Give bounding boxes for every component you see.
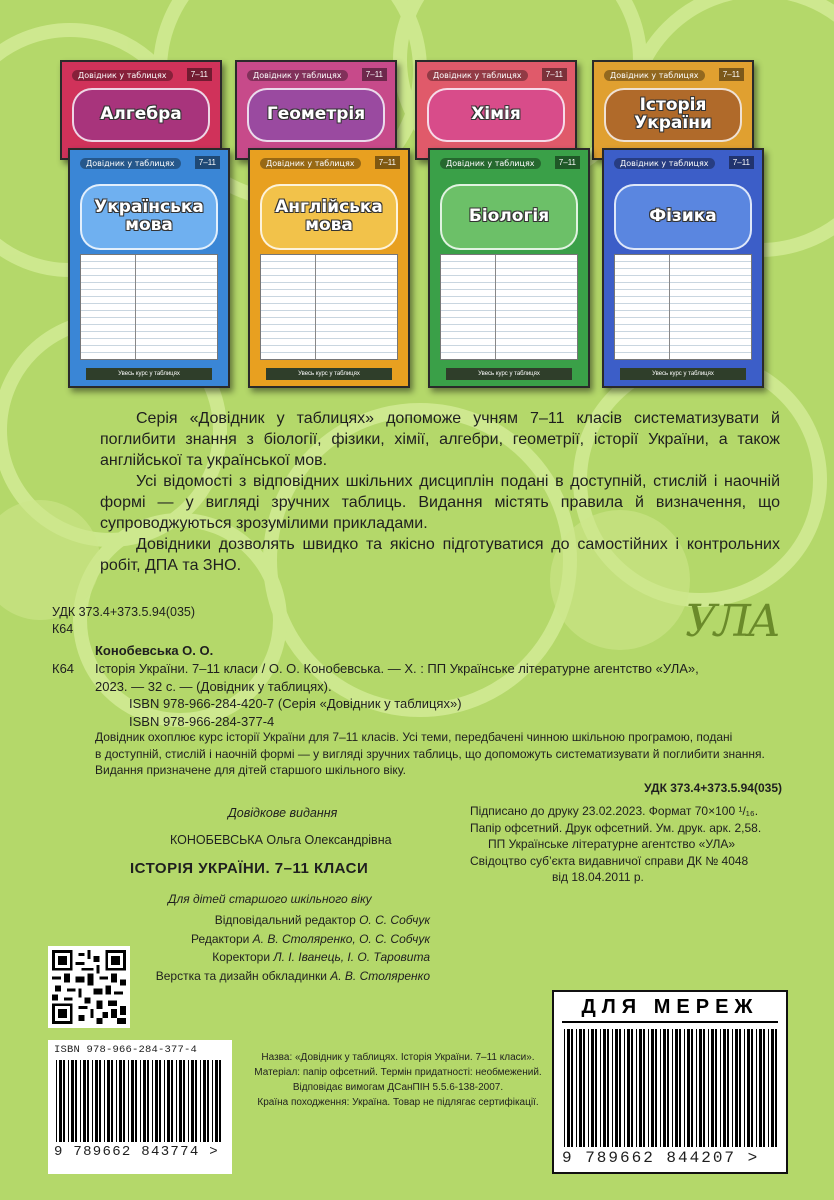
book-title: Алгебра [100, 104, 182, 125]
book-grade-badge: 7–11 [719, 68, 744, 81]
product-info-line: Відповідає вимогам ДСанПІН 5.5.6-138-2007. [292, 1082, 504, 1093]
book-series-label: Довідник у таблицях [440, 158, 541, 169]
book-title: Геометрія [266, 104, 366, 125]
book-title-band [260, 184, 398, 250]
book-grade-badge: 7–11 [375, 156, 400, 169]
book-title-band [72, 88, 210, 142]
credit-person: А. В. Столяренко [330, 968, 430, 983]
isbn-book: ISBN 978-966-284-377-4 [129, 713, 275, 729]
book-series-label: Довідник у таблицях [247, 70, 348, 81]
book-series-label: Довідник у таблицях [604, 70, 705, 81]
credit-line [150, 948, 430, 967]
book-grade-badge: 7–11 [555, 156, 580, 169]
credits [150, 911, 430, 985]
book-cover-front-2 [428, 148, 590, 388]
book-footer-strip: Увесь курс у таблицях [86, 368, 212, 380]
udk-code-bottom: УДК 373.4+373.5.94(035) [644, 781, 782, 795]
book-footer-strip: Увесь курс у таблицях [620, 368, 746, 380]
print-line: Папір офсетний. Друк офсетний. Ум. друк. арк. 2,58. [470, 820, 762, 835]
credit-person: А. В. Столяренко, О. С. Собчук [252, 931, 430, 946]
product-info-line: Матеріал: папір офсетний. Термін придатності: необмежений. [254, 1067, 542, 1078]
book-title-band [427, 88, 565, 142]
book-series-label: Довідник у таблицях [427, 70, 528, 81]
abstract-line-2: в доступній, стислій і наочній формі — у вигляді зручних таблиць, що допоможуть систематизувати й поглибити знання. [95, 746, 765, 761]
network-barcode-box [552, 990, 788, 1174]
abstract [95, 729, 795, 779]
credit-person: Л. І. Іванець, І. О. Таровита [273, 950, 430, 964]
isbn-barcode-box [48, 1040, 232, 1174]
ula-logo: УЛА [685, 596, 778, 647]
credit-line [150, 967, 430, 986]
book-grade-badge: 7–11 [362, 68, 387, 81]
k64-code: К64 [52, 661, 75, 676]
print-line: Свідоцтво суб’єкта видавничої справи ДК № 4048 [470, 853, 749, 868]
author-name: Конобевська О. О. [95, 643, 214, 658]
abstract-line-1: Довідник охоплює курс історії України для 7–11 класів. Усі теми, передбачені чинною шкільною програмою, подані [95, 730, 733, 744]
book-series-label: Довідник у таблицях [72, 70, 173, 81]
book-title-band [80, 184, 218, 250]
book-footer-strip: Увесь курс у таблицях [266, 368, 392, 380]
qr-code [48, 946, 130, 1028]
print-line: Підписано до друку 23.02.2023. Формат 70×100 ¹/₁₆. [470, 804, 759, 818]
book-cover-front-0 [68, 148, 230, 388]
book-footer-strip: Увесь курс у таблицях [446, 368, 572, 380]
book-title-band [604, 88, 742, 142]
barcode [54, 1060, 226, 1142]
book-title-band [440, 184, 578, 250]
book-grade-badge: 7–11 [542, 68, 567, 81]
target-audience: Для дітей старшого шкільного віку [168, 892, 372, 906]
book-cover-back-2 [415, 60, 577, 160]
print-details [470, 803, 800, 886]
print-line: ПП Українське літературне агентство «УЛА» [488, 837, 736, 851]
credit-line [150, 911, 430, 930]
book-title-band [247, 88, 385, 142]
book-cover-front-3 [602, 148, 764, 388]
publication-type: Довідкове видання [228, 806, 338, 820]
book-series-label: Довідник у таблицях [260, 158, 361, 169]
abstract-line-3: Видання призначене для дітей старшого шкільного віку. [95, 763, 406, 777]
book-sample-pages [440, 254, 578, 360]
credit-role: Верстка та дизайн обкладинки [155, 968, 327, 983]
book-title: Біологія [468, 206, 550, 227]
book-sample-pages [614, 254, 752, 360]
credit-role: Відповідальний редактор [214, 913, 356, 927]
description-paragraph-2: Усі відомості з відповідних шкільних дисциплін подані в доступній, стислій і наочній формі — у вигляді зручних таблиць. Видання містять правила й визначення, що супроводжуються зрозумілими прикладами. [100, 473, 780, 532]
bibliographic-record [95, 660, 795, 730]
isbn-series: ISBN 978-966-284-420-7 (Серія «Довідник у таблицях») [129, 696, 462, 711]
book-grade-badge: 7–11 [187, 68, 212, 81]
print-line: від 18.04.2011 р. [552, 870, 644, 884]
book-grade-badge: 7–11 [729, 156, 754, 169]
network-label: ДЛЯ МЕРЕЖ [562, 996, 778, 1023]
book-sample-pages [260, 254, 398, 360]
barcode-digits: 9 789662 844207 > [562, 1149, 760, 1167]
book-grade-badge: 7–11 [195, 156, 220, 169]
book-sample-pages [80, 254, 218, 360]
credit-role: Редактори [190, 931, 250, 946]
book-cover-front-1 [248, 148, 410, 388]
book-cover-back-1 [235, 60, 397, 160]
product-info [248, 1050, 548, 1110]
barcode [562, 1029, 780, 1147]
credit-role: Коректори [212, 950, 271, 964]
book-series-label: Довідник у таблицях [614, 158, 715, 169]
book-title: ІСТОРІЯ УКРАЇНИ. 7–11 КЛАСИ [130, 860, 369, 877]
product-info-line: Назва: «Довідник у таблицях. Історія України. 7–11 класи». [261, 1052, 535, 1063]
description-paragraph-1: Серія «Довідник у таблицях» допоможе учням 7–11 класів систематизувати й поглибити знання з біології, фізики, хімії, алгебри, геометрії, історії України, а також англійської та української мов. [100, 410, 780, 469]
book-cover-back-3 [592, 60, 754, 160]
credit-person: О. С. Собчук [359, 913, 430, 927]
udk-code: УДК 373.4+373.5.94(035) [52, 605, 196, 619]
book-title: Історія України [634, 95, 712, 133]
isbn-label: ISBN 978-966-284-377-4 [54, 1044, 198, 1056]
series-description [100, 408, 780, 576]
barcode-digits: 9 789662 843774 > [54, 1144, 219, 1160]
k64-code-top: К64 [52, 622, 74, 636]
product-info-line: Країна походження: Україна. Товар не підлягає сертифікації. [257, 1097, 539, 1108]
credit-line [150, 930, 430, 949]
biblio-line-1: Історія України. 7–11 класи / О. О. Конобевська. — Х. : ПП Українське літературне агентство «УЛА», [95, 661, 699, 676]
book-title: Фізика [649, 206, 717, 227]
book-title-band [614, 184, 752, 250]
biblio-line-2: 2023. — 32 с. — (Довідник у таблицях). [95, 678, 332, 694]
book-cover-back-0 [60, 60, 222, 160]
book-title: Українська мова [94, 197, 204, 235]
book-title: Хімія [471, 104, 521, 125]
book-series-label: Довідник у таблицях [80, 158, 181, 169]
author-full-name: КОНОБЕВСЬКА Ольга Олександрівна [170, 833, 392, 847]
book-title: Англійська мова [275, 197, 383, 235]
description-paragraph-3: Довідники дозволять швидко та якісно підготуватися до самостійних і контрольних робіт, ДПА та ЗНО. [100, 536, 780, 574]
